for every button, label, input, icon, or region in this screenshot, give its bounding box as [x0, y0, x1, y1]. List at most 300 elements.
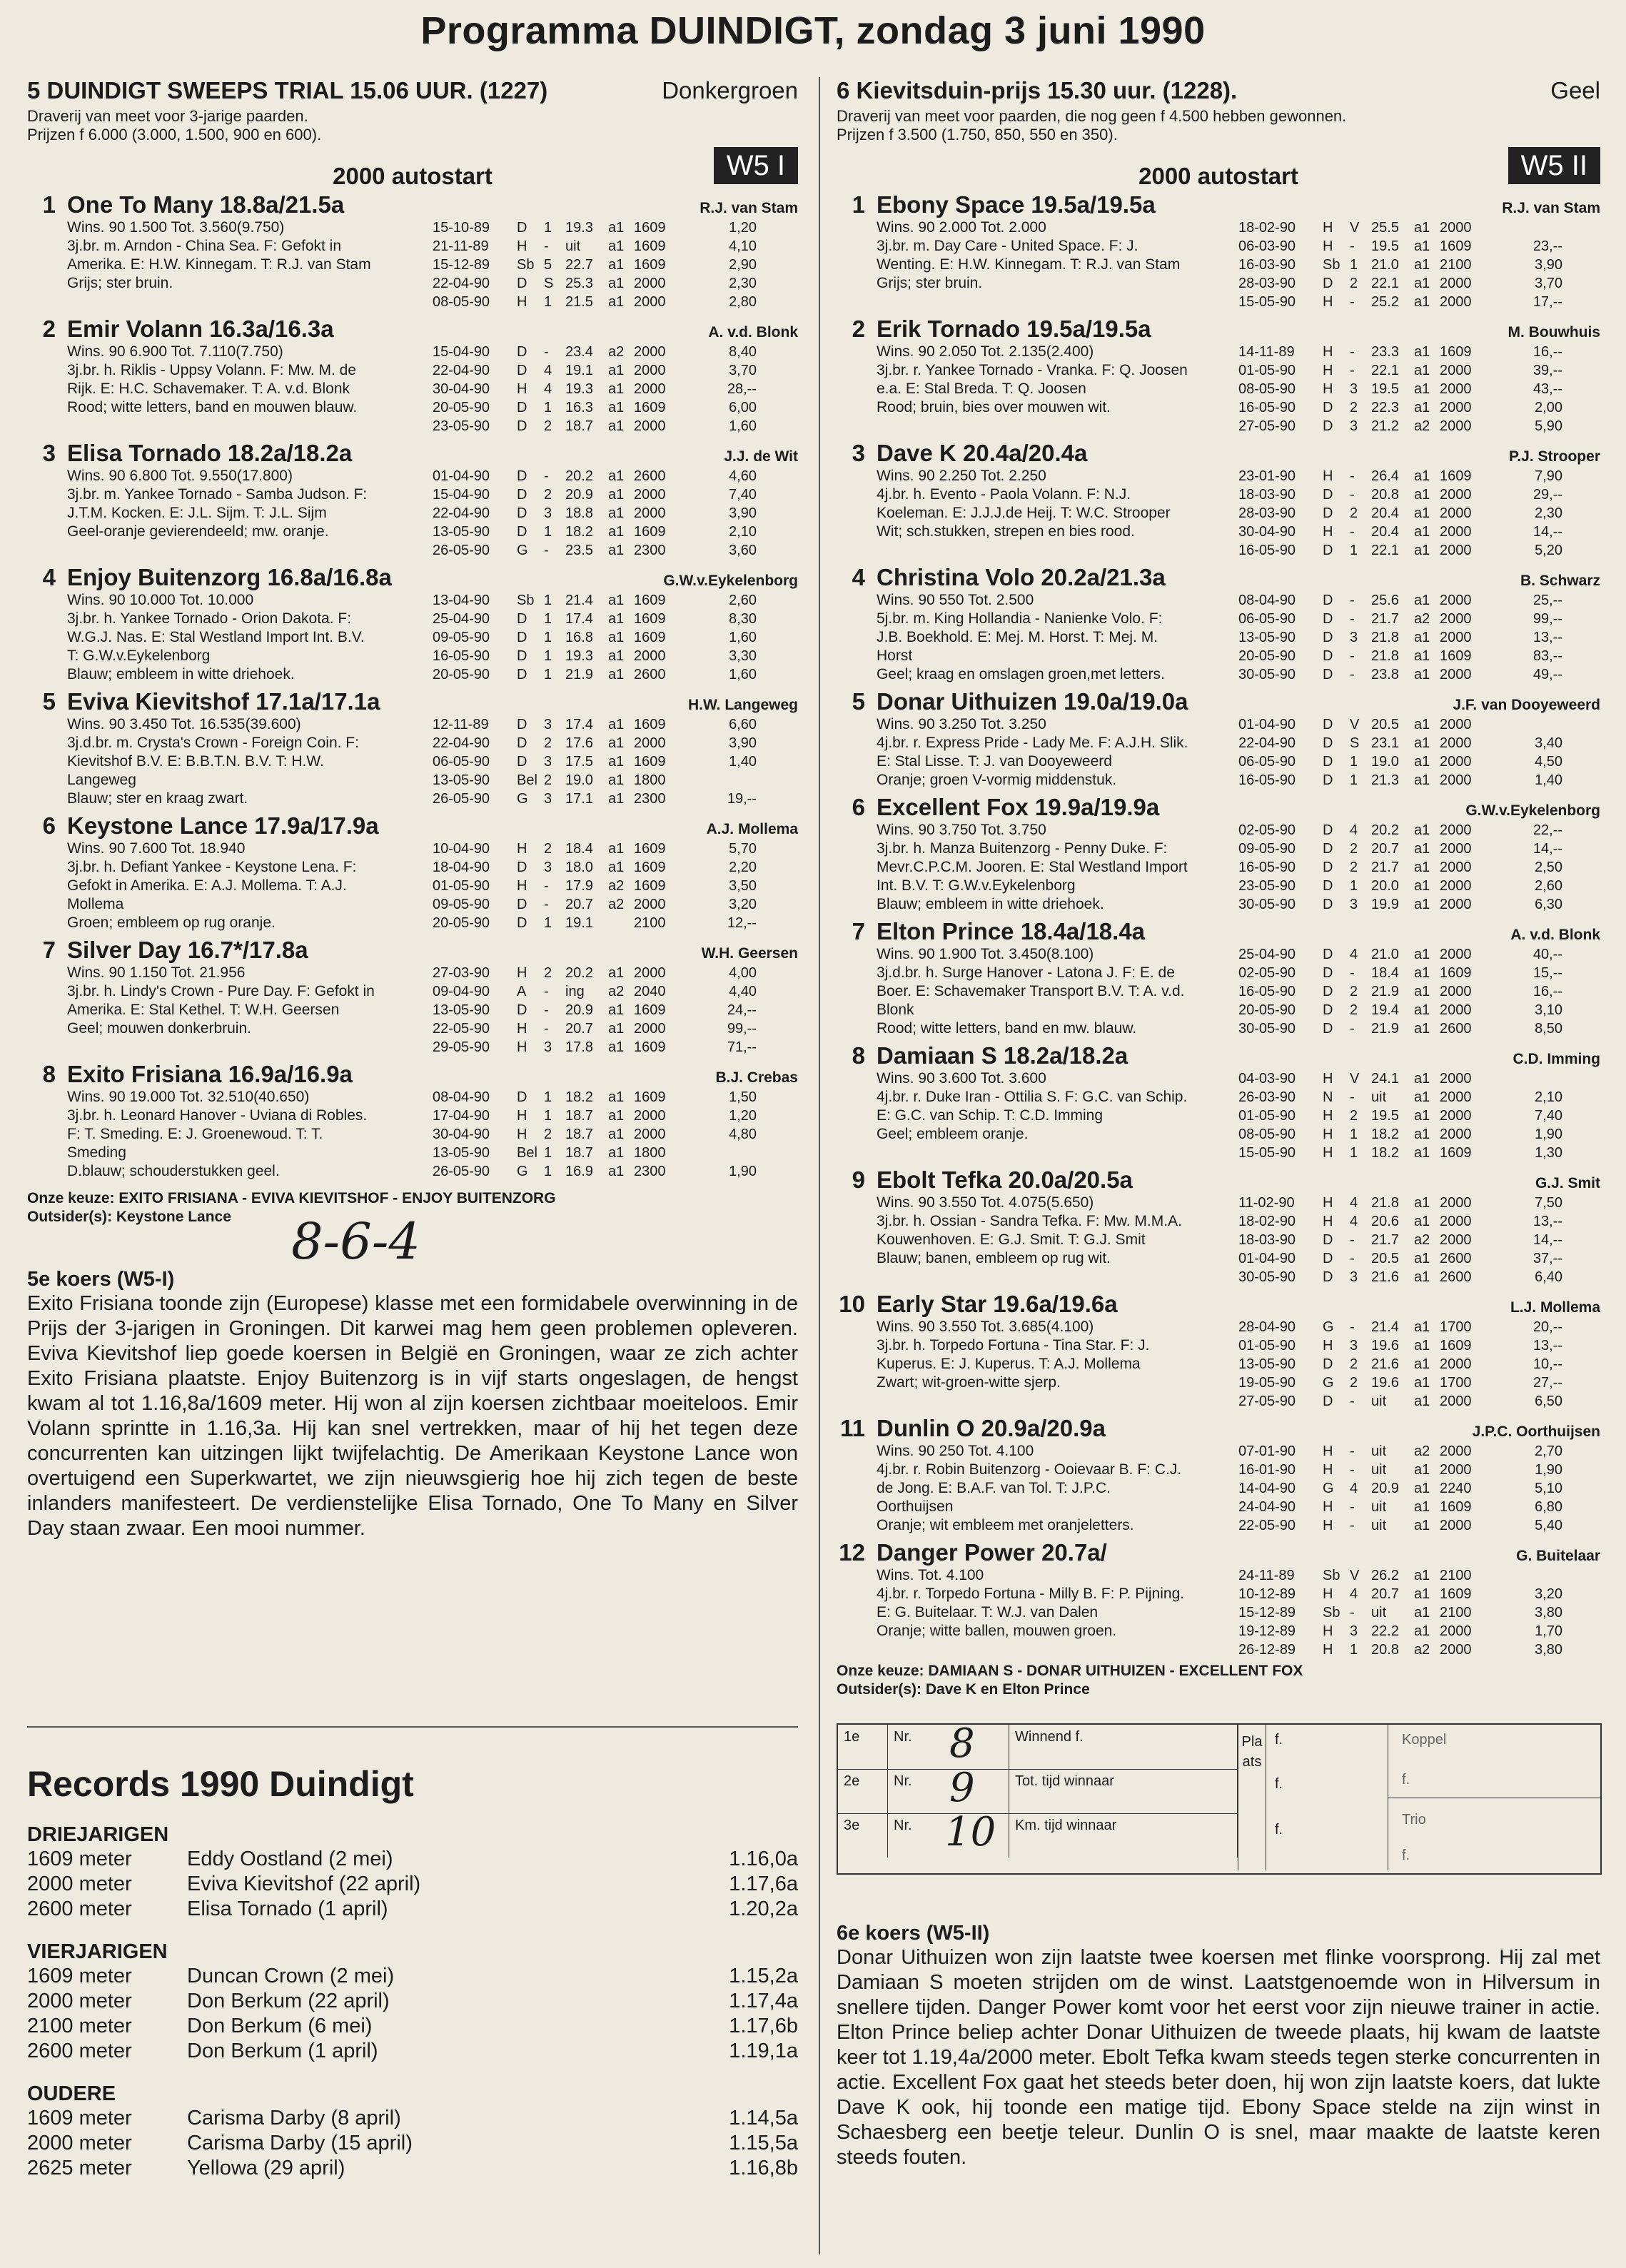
- form-cell: 1609: [1440, 238, 1472, 254]
- form-cell: D: [517, 915, 527, 931]
- horse-info: Wins. 90 6.800 Tot. 9.550(17.800) 3j.br. m. Yankee Tornado - Samba Judson. F: J.T.M. Kocken. E: J.L. Sijm. T: J.L. Sijm Geel-oranje gevierendeeld; mw. oranje.: [67, 468, 368, 540]
- horse-details: [877, 1566, 1600, 1659]
- form-cell: 14,--: [1532, 841, 1562, 857]
- form-cell: H: [1323, 1443, 1333, 1459]
- form-cell: 18.7: [565, 1108, 593, 1124]
- form-cell: 26-05-90: [433, 1164, 490, 1179]
- form-cell: Sb: [1323, 257, 1340, 273]
- form-row: [1238, 1392, 1600, 1411]
- horse-entry: [837, 1539, 1600, 1659]
- form-cell: a1: [1414, 363, 1430, 378]
- form-cell: a1: [608, 667, 625, 682]
- form-cell: a1: [608, 1039, 625, 1055]
- race-6-outsider: Outsider(s): Dave K en Elton Prince: [837, 1681, 1090, 1698]
- form-cell: 2240: [1440, 1481, 1472, 1496]
- form-cell: [1495, 218, 1562, 237]
- form-cell: 17,--: [1532, 294, 1562, 310]
- form-cell: D: [1323, 487, 1333, 503]
- form-cell: D: [517, 344, 527, 360]
- records-divider: [27, 1726, 798, 1728]
- horse-number: 2: [852, 316, 865, 342]
- form-cell: 6,30: [1535, 897, 1562, 912]
- records-group-heading: OUDERE: [27, 2082, 116, 2105]
- form-row: [433, 895, 798, 914]
- form-cell: 18.4: [565, 841, 593, 857]
- form-cell: 1,90: [1535, 1127, 1562, 1142]
- form-cell: 18.0: [565, 860, 593, 875]
- horse-details: [877, 1318, 1600, 1411]
- horse-body: [877, 316, 1600, 435]
- form-cell: 3: [1350, 1623, 1358, 1639]
- form-cell: 2000: [1440, 220, 1472, 236]
- horse-trainer: A. v.d. Blonk: [1510, 927, 1600, 943]
- form-cell: 6,60: [729, 717, 757, 732]
- form-cell: V: [1350, 1071, 1360, 1087]
- record-dist: 2000 meter: [27, 1873, 132, 1895]
- form-cell: 1: [544, 294, 552, 310]
- form-cell: 2,90: [729, 257, 757, 273]
- form-cell: [608, 914, 634, 932]
- form-cell: a1: [1414, 1481, 1430, 1496]
- form-cell: -: [544, 1021, 549, 1037]
- form-cell: a1: [608, 965, 625, 981]
- form-cell: H: [1323, 1127, 1333, 1142]
- form-cell: 13-05-90: [433, 1002, 490, 1018]
- horse-name: Damiaan S 18.2a/18.2a: [877, 1042, 1128, 1069]
- form-cell: 21.8: [1371, 1195, 1399, 1211]
- form-cell: 20.9: [565, 487, 593, 503]
- horse-number: 4: [42, 564, 56, 590]
- horse-body: [877, 564, 1600, 684]
- record-horse: Duncan Crown (2 mei): [187, 1965, 395, 1987]
- form-cell: H: [1323, 1195, 1333, 1211]
- form-cell: 2100: [1440, 1605, 1472, 1621]
- form-cell: 2000: [1440, 524, 1472, 540]
- horse-details: [877, 715, 1600, 790]
- form-cell: 2000: [634, 381, 666, 397]
- form-cell: 21.4: [565, 593, 593, 608]
- form-row: [1238, 840, 1600, 858]
- race-5-keuze: Onze keuze: EXITO FRISIANA - EVIVA KIEVITSHOF - ENJOY BUITENZORG: [27, 1190, 556, 1206]
- result-km-tijd: Km. tijd winnaar: [1009, 1813, 1238, 1858]
- form-cell: 16.3: [565, 400, 593, 415]
- horse-body: [877, 191, 1600, 311]
- form-row: [1238, 1001, 1600, 1019]
- form-cell: 22-05-90: [1238, 1518, 1296, 1533]
- form-cell: D: [1323, 1356, 1333, 1372]
- form-cell: a1: [608, 735, 625, 751]
- record-dist: 1609 meter: [27, 2107, 132, 2130]
- form-cell: H: [1323, 1623, 1333, 1639]
- form-cell: D: [1323, 276, 1333, 291]
- horse-body: [877, 1042, 1600, 1162]
- form-cell: 2,10: [729, 524, 757, 540]
- record-time: 1.20,2a: [729, 1897, 798, 1920]
- horse-details: [67, 343, 798, 435]
- horse-body: [67, 191, 798, 311]
- form-cell: 19.6: [1371, 1375, 1399, 1391]
- form-row: [1238, 1585, 1600, 1603]
- form-cell: 2: [1350, 400, 1358, 415]
- form-cell: 2000: [1440, 1127, 1472, 1142]
- form-cell: 2000: [1440, 1089, 1472, 1105]
- form-row: [433, 1162, 798, 1181]
- race-6-header: [837, 77, 1600, 104]
- horse-name: Exito Frisiana 16.9a/16.9a: [67, 1061, 353, 1087]
- form-cell: 4: [1350, 947, 1358, 962]
- form-cell: 22-04-90: [433, 276, 490, 291]
- form-row: [433, 523, 798, 541]
- form-cell: 1609: [1440, 965, 1472, 981]
- records-group-heading: VIERJARIGEN: [27, 1940, 168, 1963]
- form-cell: 2: [1350, 1002, 1358, 1018]
- form-cell: 17.1: [565, 791, 593, 807]
- form-cell: 1,60: [729, 630, 757, 645]
- form-cell: 27,--: [1532, 1375, 1562, 1391]
- horse-details: [67, 840, 798, 932]
- horse-trainer: R.J. van Stam: [1502, 200, 1600, 216]
- form-cell: 20.8: [1371, 487, 1399, 503]
- form-cell: 1609: [634, 400, 666, 415]
- form-cell: H: [517, 1021, 527, 1037]
- form-cell: Bel: [517, 1145, 537, 1161]
- form-cell: -: [1350, 1393, 1355, 1409]
- form-cell: 2,70: [1535, 1443, 1562, 1459]
- form-cell: 20-05-90: [433, 915, 490, 931]
- form-cell: a1: [1414, 1071, 1430, 1087]
- column-divider: [819, 77, 820, 2254]
- form-cell: G: [1323, 1375, 1334, 1391]
- form-cell: 8,40: [729, 344, 757, 360]
- form-cell: 1: [1350, 754, 1358, 770]
- form-cell: 21.8: [1371, 648, 1399, 664]
- form-cell: 21.6: [1371, 1269, 1399, 1285]
- form-cell: 1: [544, 220, 552, 236]
- form-row: [433, 752, 798, 771]
- form-row: [1238, 398, 1600, 417]
- form-row: [1238, 982, 1600, 1001]
- form-row: [433, 610, 798, 628]
- form-cell: a1: [1414, 1214, 1430, 1229]
- horse-trainer: G.J. Smit: [1535, 1175, 1600, 1191]
- form-cell: H: [1323, 363, 1333, 378]
- horse-title-line: [67, 812, 798, 840]
- form-cell: a1: [1414, 468, 1430, 484]
- form-cell: H: [1323, 1214, 1333, 1229]
- form-cell: D: [517, 276, 527, 291]
- form-cell: 19.5: [1371, 381, 1399, 397]
- form-cell: 2000: [1440, 593, 1472, 608]
- form-cell: 20.0: [1371, 878, 1399, 894]
- record-time: 1.15,5a: [729, 2132, 798, 2154]
- form-cell: 20.6: [1371, 1214, 1399, 1229]
- horse-body: [67, 316, 798, 435]
- form-cell: a2: [1414, 1232, 1430, 1248]
- form-cell: 1: [544, 1108, 552, 1124]
- form-cell: a1: [608, 400, 625, 415]
- form-cell: H: [1323, 468, 1333, 484]
- form-cell: 1: [544, 915, 552, 931]
- form-row: [433, 771, 798, 790]
- form-cell: 14,--: [1532, 1232, 1562, 1248]
- form-cell: 20-05-90: [1238, 1002, 1296, 1018]
- form-cell: 23.8: [1371, 667, 1399, 682]
- form-cell: a1: [1414, 276, 1430, 291]
- form-row: [1238, 610, 1600, 628]
- form-cell: -: [1350, 1443, 1355, 1459]
- horse-info: Wins. 90 550 Tot. 2.500 5j.br. m. King Hollandia - Nanienke Volo. F: J.B. Boekhold. E: Mej. M. Horst. T: Mej. M. Horst Geel; kraag en omslagen groen,met letters.: [877, 592, 1165, 682]
- form-cell: 30-04-90: [1238, 524, 1296, 540]
- form-cell: 3,20: [729, 897, 757, 912]
- form-cell: 18.7: [565, 1145, 593, 1161]
- form-cell: a2: [608, 897, 625, 912]
- form-cell: a1: [608, 294, 625, 310]
- form-cell: D: [1323, 1021, 1333, 1037]
- result-nr-2: [888, 1765, 1009, 1813]
- form-cell: 7,50: [1535, 1195, 1562, 1211]
- form-cell: 4: [1350, 1481, 1358, 1496]
- form-row: [433, 485, 798, 504]
- form-cell: a1: [608, 648, 625, 664]
- form-cell: 2000: [1440, 611, 1472, 627]
- form-cell: 1: [544, 1145, 552, 1161]
- horse-info: Wins. 90 3.250 Tot. 3.250 4j.br. r. Express Pride - Lady Me. F: A.J.H. Slik. E: Stal Lisse. T: J. van Dooyeweerd Oranje; groen V-vormig middenstuk.: [877, 716, 1188, 788]
- form-cell: D: [1323, 984, 1333, 999]
- form-cell: a1: [1414, 630, 1430, 645]
- horse-number: 3: [852, 440, 865, 466]
- form-cell: D: [1323, 611, 1333, 627]
- form-row: [1238, 293, 1600, 311]
- record-horse: Yellowa (29 april): [187, 2157, 345, 2179]
- form-cell: 22.2: [1371, 1623, 1399, 1639]
- form-cell: 3: [544, 791, 552, 807]
- race-5-horse-list: [27, 191, 798, 1181]
- form-cell: 09-05-90: [433, 630, 490, 645]
- form-row: [1238, 665, 1600, 684]
- form-row: [1238, 1019, 1600, 1038]
- form-cell: -: [544, 468, 549, 484]
- form-cell: 5,90: [1535, 418, 1562, 434]
- form-cell: D: [517, 735, 527, 751]
- horse-title-line: [67, 564, 798, 591]
- form-row: [1238, 964, 1600, 982]
- record-time: 1.17,6b: [729, 2015, 798, 2037]
- form-cell: 20.7: [565, 1021, 593, 1037]
- form-row: [1238, 895, 1600, 914]
- form-cell: 20.4: [1371, 505, 1399, 521]
- form-cell: 2000: [1440, 841, 1472, 857]
- form-cell: 29,--: [1532, 487, 1562, 503]
- form-cell: 2: [544, 487, 552, 503]
- form-cell: -: [1350, 468, 1355, 484]
- form-cell: 20-05-90: [433, 667, 490, 682]
- result-plaats-f-3: f.: [1275, 1822, 1283, 1838]
- form-cell: a1: [1414, 1462, 1430, 1478]
- form-cell: 16-05-90: [1238, 400, 1296, 415]
- form-cell: 2: [544, 965, 552, 981]
- race-6-cond-2: Prijzen f 3.500 (1.750, 850, 550 en 350).: [837, 126, 1118, 143]
- result-nr-1: [888, 1720, 1009, 1769]
- horse-form-table: [433, 591, 798, 684]
- race-6-color: Geel: [1550, 77, 1600, 104]
- records-row: [27, 1989, 798, 2014]
- form-cell: 1800: [634, 772, 666, 788]
- form-cell: 16.9: [565, 1164, 593, 1179]
- horse-title-line: [67, 191, 798, 218]
- form-cell: 01-05-90: [1238, 1108, 1296, 1124]
- horse-title-line: [877, 688, 1600, 715]
- result-plaats-f-1: f.: [1275, 1732, 1283, 1748]
- form-cell: 1,40: [1535, 772, 1562, 788]
- form-cell: 1800: [634, 1145, 666, 1161]
- horse-entry: [27, 1061, 798, 1181]
- form-cell: H: [1323, 294, 1333, 310]
- horse-details: [877, 218, 1600, 311]
- result-winnend: Winnend f.: [1009, 1725, 1238, 1769]
- form-cell: 1: [544, 524, 552, 540]
- horse-title-line: [877, 564, 1600, 591]
- horse-body: [877, 794, 1600, 914]
- form-cell: a1: [608, 841, 625, 857]
- form-cell: 22-04-90: [433, 735, 490, 751]
- horse-name: Elton Prince 18.4a/18.4a: [877, 918, 1146, 944]
- form-cell: a1: [1414, 1393, 1430, 1409]
- form-cell: 1700: [1440, 1375, 1472, 1391]
- form-cell: 20.9: [565, 1002, 593, 1018]
- form-cell: H: [1323, 381, 1333, 397]
- form-cell: H: [1323, 1071, 1333, 1087]
- form-cell: D: [1323, 717, 1333, 732]
- form-cell: 09-05-90: [433, 897, 490, 912]
- form-cell: a1: [608, 524, 625, 540]
- form-cell: D: [1323, 1232, 1333, 1248]
- race-6-preview-text: Donar Uithuizen won zijn laatste twee koersen met flinke voorsprong. Hij zal met Damiaan S moeten strijden om de winst. Laatstgenoemde won in Hilversum in snellere tijden. Danger Power komt voor het eerst voor zijn nieuwe trainer in actie. Elton Prince beliep achter Donar Uithuizen de tweede plaats, hij kwam de laatste keer tot 1.19,4a/2000 meter. Ebolt Tefka kwam steeds tegen sterke concurrenten in actie. Excellent Fox gaat het steeds beter doen, hij won zijn laatste koers, dat lukte Dave K ook, hij toonde een matige tijd. Ebony Space stelde na zijn winst in Schaesberg een beetje teleur. Dunlin O is snel, maar maakte de laatste keren steeds fouten.: [837, 1946, 1600, 2169]
- result-nr-label-1: Nr.: [894, 1729, 912, 1745]
- form-cell: D: [517, 630, 527, 645]
- form-cell: 2: [544, 418, 552, 434]
- horse-entry: [27, 440, 798, 560]
- form-cell: a1: [1414, 984, 1430, 999]
- form-cell: a1: [608, 418, 625, 434]
- form-cell: 2000: [1440, 505, 1472, 521]
- form-cell: G: [517, 543, 528, 558]
- form-cell: 17.4: [565, 717, 593, 732]
- form-cell: 18.2: [1371, 1127, 1399, 1142]
- horse-form-table: [433, 964, 798, 1057]
- horse-entry: [837, 316, 1600, 435]
- horse-details: [67, 1088, 798, 1181]
- form-cell: -: [1350, 487, 1355, 503]
- record-time: 1.15,2a: [729, 1965, 798, 1987]
- horse-form-table: [1238, 821, 1600, 914]
- horse-title-line: [67, 1061, 798, 1088]
- form-cell: 22.1: [1371, 363, 1399, 378]
- horse-name: Excellent Fox 19.9a/19.9a: [877, 794, 1160, 820]
- horse-body: [67, 812, 798, 932]
- horse-entry: [27, 937, 798, 1057]
- form-row: [1238, 417, 1600, 435]
- form-row: [1238, 1516, 1600, 1535]
- form-cell: -: [1350, 1462, 1355, 1478]
- form-cell: 19.3: [565, 648, 593, 664]
- form-cell: 1: [544, 667, 552, 682]
- form-cell: 5,70: [729, 841, 757, 857]
- form-cell: a1: [1414, 667, 1430, 682]
- form-cell: 8,50: [1535, 1021, 1562, 1037]
- form-row: [1238, 1107, 1600, 1125]
- form-cell: 1: [544, 1164, 552, 1179]
- form-cell: a1: [608, 1108, 625, 1124]
- form-cell: a1: [608, 1127, 625, 1142]
- form-cell: 1,90: [729, 1164, 757, 1179]
- form-cell: 2300: [634, 543, 666, 558]
- form-cell: 01-05-90: [1238, 363, 1296, 378]
- record-time: 1.16,0a: [729, 1848, 798, 1870]
- horse-title-line: [877, 918, 1600, 945]
- form-cell: H: [1323, 238, 1333, 254]
- form-cell: 01-04-90: [433, 468, 490, 484]
- form-cell: 2600: [1440, 1251, 1472, 1266]
- form-cell: 2000: [1440, 1462, 1472, 1478]
- record-dist: 2625 meter: [27, 2157, 132, 2179]
- records-row: [27, 1847, 798, 1872]
- record-horse: Eddy Oostland (2 mei): [187, 1848, 393, 1870]
- form-cell: H: [517, 381, 527, 397]
- form-cell: D: [517, 897, 527, 912]
- horse-name: Ebony Space 19.5a/19.5a: [877, 191, 1156, 218]
- form-cell: 21.7: [1371, 860, 1399, 875]
- form-cell: 2000: [1440, 276, 1472, 291]
- form-row: [1238, 945, 1600, 964]
- form-row: [1238, 1498, 1600, 1516]
- form-row: [433, 293, 798, 311]
- form-row: [433, 858, 798, 877]
- form-cell: 30-04-90: [433, 1127, 490, 1142]
- form-cell: -: [1350, 1518, 1355, 1533]
- form-cell: 23,--: [1532, 238, 1562, 254]
- horse-entry: [27, 812, 798, 932]
- horse-trainer: M. Bouwhuis: [1508, 324, 1600, 341]
- form-cell: 1: [544, 611, 552, 627]
- form-row: [433, 790, 798, 808]
- horse-info: Wins. 90 3.450 Tot. 16.535(39.600) 3j.d.br. m. Crysta's Crown - Foreign Coin. F: Kievitshof B.V. E: B.B.T.N. B.V. T: H.W. Langeweg Blauw; ster en kraag zwart.: [67, 716, 359, 807]
- horse-number: 3: [42, 440, 56, 466]
- form-cell: 4: [544, 381, 552, 397]
- form-cell: 2: [544, 1127, 552, 1142]
- form-cell: 2000: [634, 418, 666, 434]
- horse-body: [67, 1061, 798, 1181]
- form-cell: -: [544, 344, 549, 360]
- horse-entry: [27, 191, 798, 311]
- form-cell: 24-04-90: [1238, 1499, 1296, 1515]
- form-cell: 2600: [1440, 1269, 1472, 1285]
- form-cell: 1: [544, 630, 552, 645]
- form-cell: 5,10: [1535, 1481, 1562, 1496]
- result-place-1: 1e: [838, 1725, 888, 1769]
- horse-title-line: [67, 937, 798, 964]
- form-cell: -: [1350, 1319, 1355, 1335]
- form-cell: 20-05-90: [433, 400, 490, 415]
- form-cell: 22.1: [1371, 543, 1399, 558]
- form-cell: a1: [1414, 344, 1430, 360]
- form-cell: 2000: [1440, 1623, 1472, 1639]
- form-cell: D: [517, 487, 527, 503]
- form-cell: ing: [565, 984, 585, 999]
- form-cell: H: [1323, 1499, 1333, 1515]
- form-cell: a2: [1414, 1443, 1430, 1459]
- form-cell: 2000: [1440, 363, 1472, 378]
- race-6-code-badge: W5 II: [1508, 147, 1600, 184]
